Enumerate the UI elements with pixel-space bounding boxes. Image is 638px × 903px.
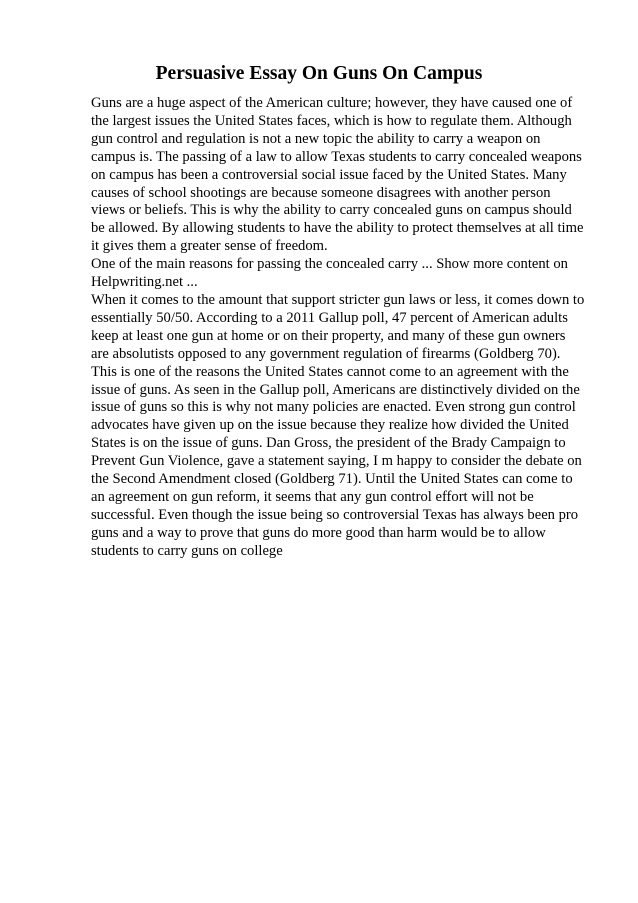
body-line: keep at least one gun at home or on their property, and many of these gun owners bbox=[91, 327, 566, 344]
body-line: views or beliefs. This is why the ability to carry concealed guns on campus should bbox=[91, 202, 572, 219]
body-line: students to carry guns on college bbox=[91, 542, 283, 559]
body-line: When it comes to the amount that support stricter gun laws or less, it comes down to bbox=[91, 291, 585, 308]
body-line: be allowed. By allowing students to have the ability to protect themselves at all time bbox=[91, 220, 584, 237]
body-line: it gives them a greater sense of freedom. bbox=[91, 238, 328, 255]
document-body bbox=[91, 95, 591, 561]
body-line: on campus has been a controversial social issue faced by the United States. Many bbox=[91, 166, 567, 183]
body-line: One of the main reasons for passing the concealed carry ... Show more content on bbox=[91, 256, 568, 273]
body-line: Guns are a huge aspect of the American culture; however, they have caused one of bbox=[91, 95, 573, 111]
body-line: advocates have given up on the issue because they realize how divided the United bbox=[91, 417, 569, 434]
body-line: successful. Even though the issue being so controversial Texas has always been pro bbox=[91, 506, 579, 523]
body-line: Prevent Gun Violence, gave a statement saying, I m happy to consider the debate on bbox=[91, 453, 582, 470]
body-line: essentially 50/50. According to a 2011 Gallup poll, 47 percent of American adults bbox=[91, 309, 568, 326]
body-line: causes of school shootings are because someone disagrees with another person bbox=[91, 184, 551, 201]
body-line: are absolutists opposed to any government regulation of firearms (Goldberg 70). bbox=[91, 345, 561, 362]
body-line: This is one of the reasons the United States cannot come to an agreement with the bbox=[91, 363, 569, 380]
body-line: campus is. The passing of a law to allow Texas students to carry concealed weapons bbox=[91, 148, 582, 165]
body-line: an agreement on gun reform, it seems that any gun control effort will not be bbox=[91, 488, 534, 505]
document-title: Persuasive Essay On Guns On Campus bbox=[155, 63, 483, 84]
body-line: States is on the issue of guns. Dan Gross, the president of the Brady Campaign to bbox=[91, 435, 566, 452]
body-line: Helpwriting.net ... bbox=[91, 274, 198, 291]
body-line: issue of guns. As seen in the Gallup poll, Americans are distinctively divided on the bbox=[91, 381, 580, 398]
body-line: the Second Amendment closed (Goldberg 71). Until the United States can come to bbox=[91, 471, 573, 488]
body-line: issue of guns so this is why not many policies are enacted. Even strong gun control bbox=[91, 399, 576, 416]
body-line: gun control and regulation is not a new topic the ability to carry a weapon on bbox=[91, 130, 541, 147]
body-line: guns and a way to prove that guns do more good than harm would be to allow bbox=[91, 524, 546, 541]
body-line: the largest issues the United States faces, which is how to regulate them. Although bbox=[91, 112, 572, 129]
